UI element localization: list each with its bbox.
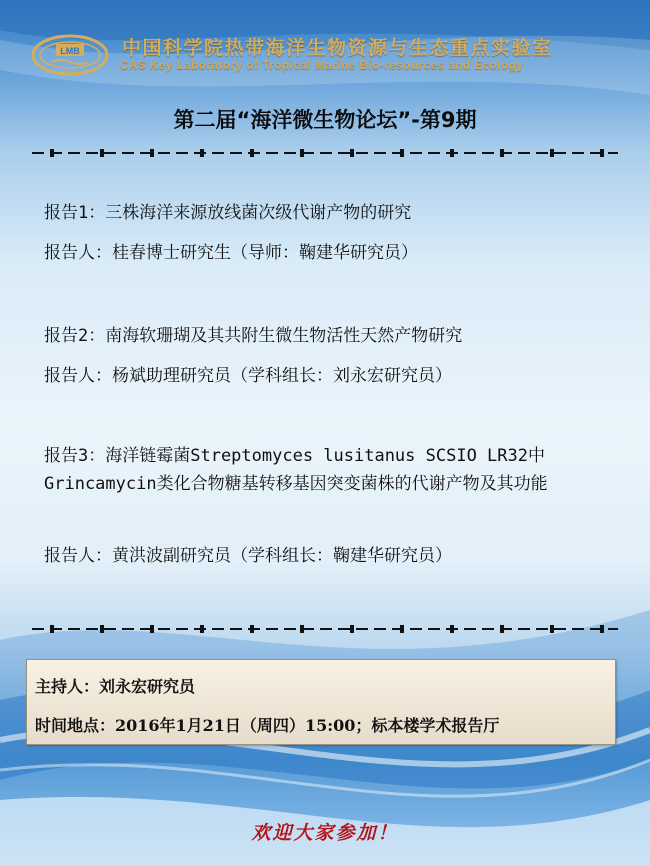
report-1-title: 报告1：三株海洋来源放线菌次级代谢产物的研究 [44,203,412,223]
org-name-cn: 中国科学院热带海洋生物资源与生态重点实验室 [122,37,553,59]
header [0,0,650,90]
report-3-title: 报告3：海洋链霉菌Streptomyces lusitanus SCSIO LR32中Grincamycin类化合物糖基转移基因突变菌株的代谢产物及其功能 [44,446,548,494]
report-2-speaker: 报告人：杨斌助理研究员（学科组长：刘永宏研究员） [44,366,452,386]
lab-logo-icon [30,32,110,78]
report-2-title: 报告2：南海软珊瑚及其共附生微生物活性天然产物研究 [44,326,463,346]
welcome-message: 欢迎大家参加！ [251,822,399,844]
host-line: 主持人：刘永宏研究员 [35,677,196,696]
org-name-en: CAS Key Laboratory of Tropical Marine Bio-resources and Ecology [120,60,524,72]
event-info-box [26,659,616,745]
logo-text: LMB [60,46,80,56]
report-3-speaker: 报告人：黄洪波副研究员（学科组长：鞠建华研究员） [44,546,452,566]
time-place-line: 时间地点：2016年1月21日（周四）15:00；标本楼学术报告厅 [35,716,500,735]
bottom-divider [32,624,618,634]
report-1-speaker: 报告人：桂春博士研究生（导师：鞠建华研究员） [44,243,418,263]
page-title: 第二届“海洋微生物论坛”-第9期 [173,108,477,132]
top-divider [32,148,618,158]
